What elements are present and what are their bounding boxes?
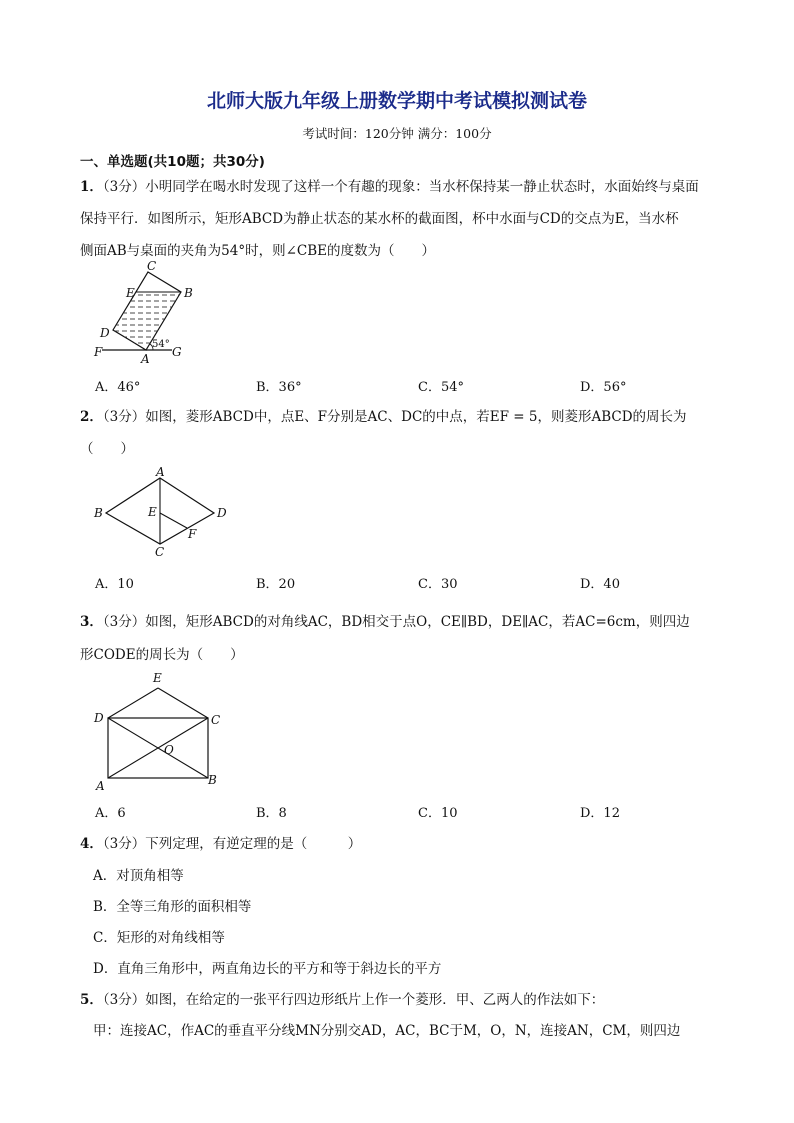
q4-choice-c[interactable]: C．矩形的对角线相等	[93, 930, 225, 946]
q3-label-b: B	[208, 773, 217, 787]
q4-choice-a[interactable]: A．对顶角相等	[93, 868, 184, 884]
q4-choice-d[interactable]: D．直角三角形中，两直角边长的平方和等于斜边长的平方	[93, 961, 442, 977]
q3-figure	[90, 668, 230, 793]
q2-figure	[92, 464, 237, 559]
q2-label-f: F	[188, 527, 197, 541]
q3-label-c: C	[211, 713, 221, 727]
q2-line1: 2．（3分）如图，菱形ABCD中，点E、F分别是AC、DC的中点，若EF = 5，则菱形ABCD的周长为	[80, 409, 687, 425]
q3-label-e: E	[153, 671, 162, 685]
q1-option-d[interactable]: D．56°	[580, 380, 627, 395]
q2-option-d[interactable]: D．40	[580, 577, 620, 592]
q4-choice-b[interactable]: B．全等三角形的面积相等	[93, 899, 252, 915]
q2-label-c: C	[155, 545, 165, 559]
q1-angle: 54°	[152, 339, 170, 350]
q2-option-c[interactable]: C．30	[418, 577, 458, 592]
q1-line3: 侧面AB与桌面的夹角为54°时，则∠CBE的度数为（ ）	[80, 243, 436, 259]
q5-line1: 5．（3分）如图，在给定的一张平行四边形纸片上作一个菱形．甲、乙两人的作法如下：	[80, 992, 605, 1008]
q1-label-a: A	[141, 352, 150, 366]
q4-line1: 4．（3分）下列定理，有逆定理的是（ ）	[80, 836, 362, 852]
q1-label-d: D	[100, 326, 110, 340]
exam-info: 考试时间：120分钟 满分：100分	[302, 126, 492, 141]
q1-line1: 1．（3分）小明同学在喝水时发现了这样一个有趣的现象：当水杯保持某一静止状态时，水面始终与桌面	[80, 179, 699, 195]
q1-label-c: C	[147, 259, 157, 273]
q1-option-c[interactable]: C．54°	[418, 380, 464, 395]
section-heading: 一、单选题(共10题；共30分)	[80, 154, 265, 170]
q3-option-c[interactable]: C．10	[418, 806, 458, 821]
q2-option-b[interactable]: B．20	[256, 577, 296, 592]
q2-line2: （ ）	[80, 441, 134, 457]
q5-line2: 甲：连接AC，作AC的垂直平分线MN分别交AD，AC，BC于M，O，N，连接AN，CM，则四边	[93, 1023, 681, 1039]
q1-label-b: B	[184, 286, 193, 300]
q2-label-a: A	[156, 465, 165, 479]
q3-line2: 形CODE的周长为（ ）	[80, 647, 244, 663]
q3-option-b[interactable]: B．8	[256, 806, 287, 821]
q2-label-d: D	[217, 506, 227, 520]
q1-option-a[interactable]: A．46°	[95, 380, 141, 395]
q3-label-o: O	[164, 743, 174, 757]
q2-label-b: B	[94, 506, 103, 520]
q1-label-e: E	[126, 286, 135, 300]
q1-figure	[90, 259, 200, 367]
q3-option-a[interactable]: A．6	[95, 806, 126, 821]
q1-label-g: G	[172, 345, 182, 359]
q2-option-a[interactable]: A．10	[95, 577, 134, 592]
q1-option-b[interactable]: B．36°	[256, 380, 302, 395]
q1-line2: 保持平行．如图所示，矩形ABCD为静止状态的某水杯的截面图，杯中水面与CD的交点为E，当水杯	[80, 211, 679, 227]
q3-option-d[interactable]: D．12	[580, 806, 620, 821]
q1-label-f: F	[94, 345, 103, 359]
q3-line1: 3．（3分）如图，矩形ABCD的对角线AC，BD相交于点O，CE∥BD，DE∥AC，若AC=6cm，则四边	[80, 614, 690, 630]
q3-label-d: D	[94, 711, 104, 725]
q2-label-e: E	[148, 505, 157, 519]
page-title: 北师大版九年级上册数学期中考试模拟测试卷	[206, 90, 587, 112]
q3-label-a: A	[96, 779, 105, 793]
